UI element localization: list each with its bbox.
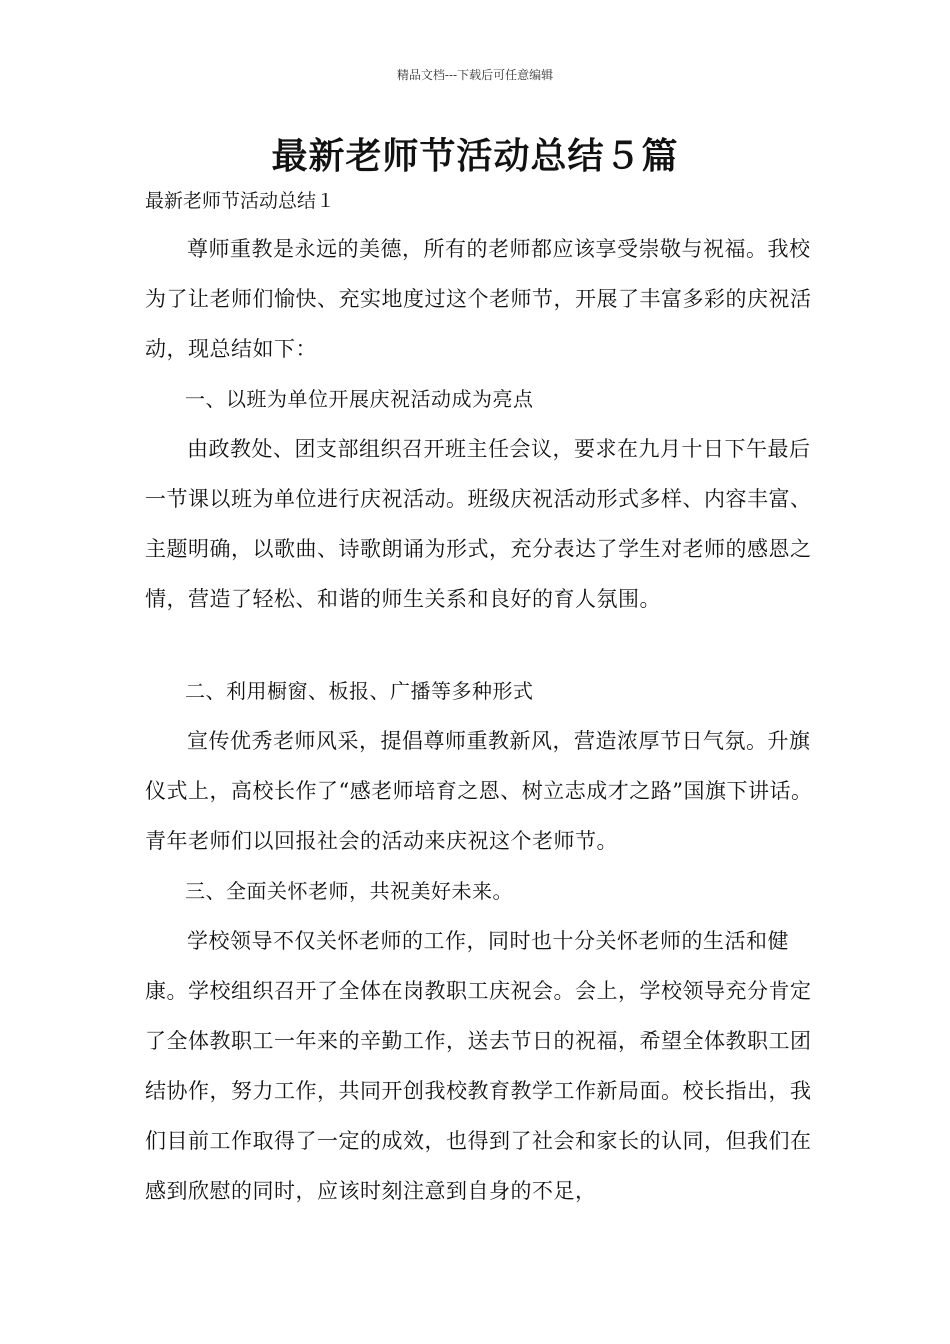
- paragraph-section-2: 宣传优秀老师风采，提倡尊师重教新风，营造浓厚节日气氛。升旗仪式上，高校长作了“感老师培育之恩、树立志成才之路”国旗下讲话。青年老师们以回报社会的活动来庆祝这个老师节。: [145, 729, 813, 853]
- paragraph-section-1: 由政教处、团支部组织召开班主任会议，要求在九月十日下午最后一节课以班为单位进行庆祝活动。班级庆祝活动形式多样、内容丰富、主题明确，以歌曲、诗歌朗诵为形式，充分表达了学生对老师的感恩之情，营造了轻松、和谐的师生关系和良好的育人氛围。: [145, 437, 812, 611]
- document-subtitle: 最新老师节活动总结１: [145, 190, 336, 212]
- paragraph-intro: 尊师重教是永远的美德，所有的老师都应该享受崇敬与祝福。我校为了让老师们愉快、充实地度过这个老师节，开展了丰富多彩的庆祝活动，现总结如下：: [145, 237, 812, 361]
- section-heading-2: 二、利用橱窗、板报、广播等多种形式: [185, 679, 534, 703]
- document-title: 最新老师节活动总结５篇: [271, 136, 679, 177]
- section-heading-3: 三、全面关怀老师，共祝美好未来。: [185, 879, 513, 903]
- paragraph-section-3: 学校领导不仅关怀老师的工作，同时也十分关怀老师的生活和健康。学校组织召开了全体在岗教职工庆祝会。会上，学校领导充分肯定了全体教职工一年来的辛勤工作，送去节日的祝福，希望全体教职工团结协作，努力工作，共同开创我校教育教学工作新局面。校长指出，我们目前工作取得了一定的成效，也得到了社会和家长的认同，但我们在感到欣慰的同时，应该时刻注意到自身的不足，: [145, 929, 812, 1203]
- page-header: 精品文档---下载后可任意编辑: [396, 68, 554, 82]
- section-heading-1: 一、以班为单位开展庆祝活动成为亮点: [185, 387, 534, 411]
- document-body: [145, 224, 825, 1216]
